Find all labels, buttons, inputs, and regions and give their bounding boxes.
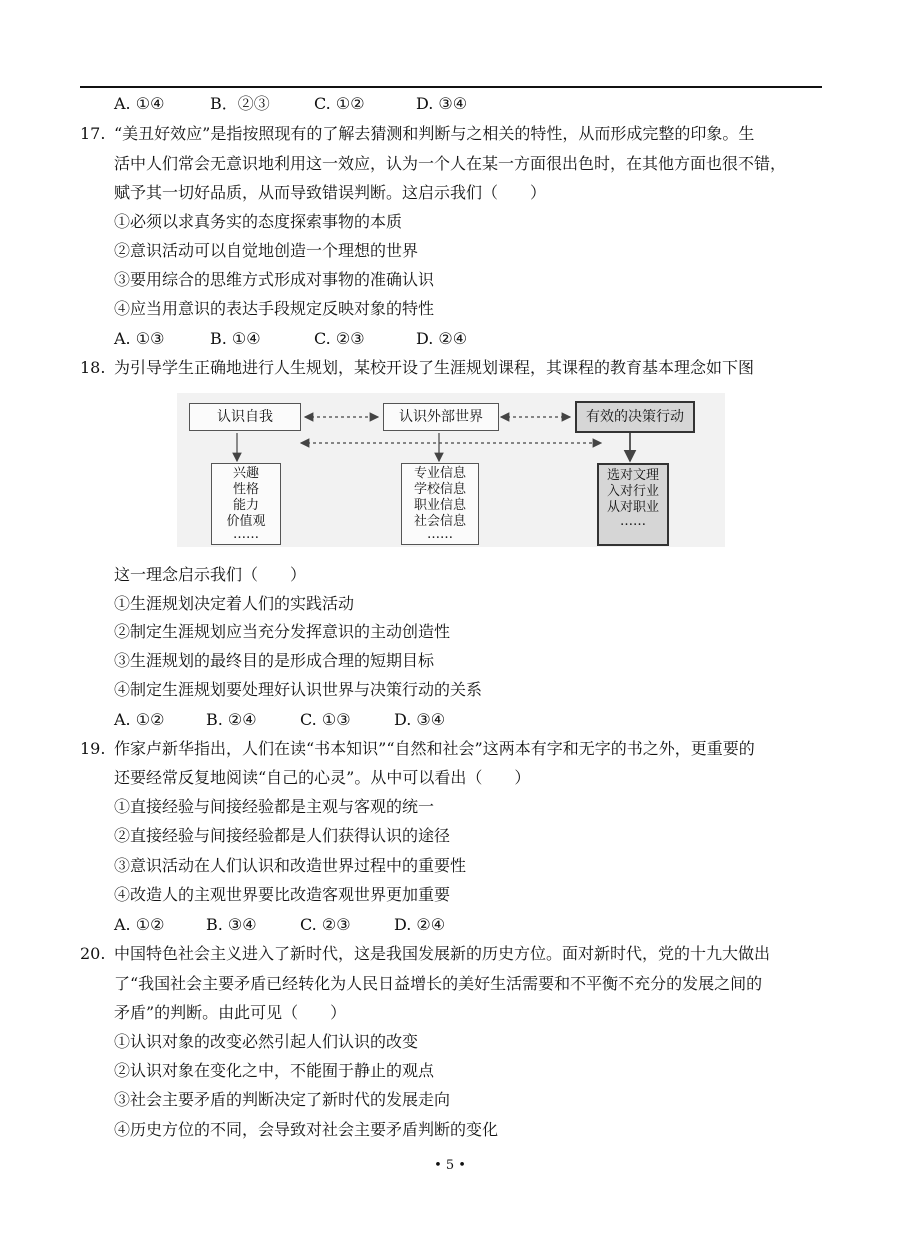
option-d[interactable]: D. ②④	[394, 915, 446, 934]
list-self-item: 兴趣	[232, 466, 259, 481]
question-19-stem-line: 还要经常反复地阅读“自己的心灵”。从中可以看出（ ）	[114, 768, 531, 787]
question-18-number: 18.	[80, 358, 106, 377]
question-18-stem: 为引导学生正确地进行人生规划，某校开设了生涯规划课程，其课程的教育基本理念如下图	[114, 358, 755, 377]
list-world-item: 专业信息	[413, 466, 466, 481]
list-self-item: 性格	[232, 482, 259, 497]
list-self	[211, 463, 281, 545]
question-19-number: 19.	[80, 739, 106, 758]
list-action-item: 入对行业	[606, 484, 659, 499]
question-18-item: ①生涯规划决定着人们的实践活动	[114, 594, 355, 613]
question-20-number: 20.	[80, 944, 106, 963]
box-know-world: 认识外部世界	[383, 403, 499, 431]
question-18-item: ③生涯规划的最终目的是形成合理的短期目标	[114, 651, 435, 670]
question-17-stem-line: “美丑好效应”是指按照现有的了解去猜测和判断与之相关的特性，从而形成完整的印象。生	[114, 124, 755, 143]
list-world-item: 职业信息	[413, 498, 466, 513]
list-action	[597, 463, 669, 546]
question-17-item: ③要用综合的思维方式形成对事物的准确认识	[114, 270, 435, 289]
question-20-item: ②认识对象在变化之中，不能囿于静止的观点	[114, 1061, 435, 1080]
question-19-item: ②直接经验与间接经验都是人们获得认识的途径	[114, 826, 451, 845]
question-17-stem-line: 赋予其一切好品质，从而导致错误判断。这启示我们（ ）	[114, 183, 547, 202]
list-world-item: 社会信息	[413, 514, 466, 529]
option-c[interactable]: C. ②③	[300, 915, 351, 934]
question-17-number: 17.	[80, 124, 106, 143]
list-action-item: 选对文理	[606, 468, 659, 483]
option-a[interactable]: A. ①②	[114, 915, 165, 934]
option-b[interactable]: B. ①④	[210, 329, 261, 348]
prev-options	[114, 94, 467, 114]
question-19-item: ③意识活动在人们认识和改造世界过程中的重要性	[114, 856, 467, 875]
option-c[interactable]: C. ①②	[314, 94, 365, 113]
question-19-options	[114, 915, 445, 935]
question-18-stem2: 这一理念启示我们（ ）	[114, 565, 307, 584]
question-17-item: ④应当用意识的表达手段规定反映对象的特性	[114, 299, 435, 318]
option-d[interactable]: D. ③④	[416, 94, 468, 113]
question-19-item: ①直接经验与间接经验都是主观与客观的统一	[114, 797, 435, 816]
list-action-item: 从对职业	[606, 500, 659, 515]
question-20-item: ③社会主要矛盾的判断决定了新时代的发展走向	[114, 1090, 451, 1109]
option-a[interactable]: A. ①②	[114, 710, 165, 729]
career-planning-diagram	[177, 393, 725, 547]
option-b[interactable]: B．②③	[210, 94, 270, 113]
page-number: • 5 •	[434, 1158, 466, 1173]
question-18-options	[114, 710, 445, 730]
list-world-item: ……	[427, 527, 453, 542]
question-19-stem-line: 作家卢新华指出，人们在读“书本知识”“自然和社会”这两本有字和无字的书之外，更重要的	[114, 739, 755, 758]
list-world-item: 学校信息	[413, 482, 466, 497]
option-a[interactable]: A. ①④	[114, 94, 165, 113]
question-20-stem-line: 中国特色社会主义进入了新时代，这是我国发展新的历史方位。面对新时代，党的十九大做出	[114, 944, 771, 963]
question-20-item: ①认识对象的改变必然引起人们认识的改变	[114, 1032, 419, 1051]
question-17-item: ①必须以求真务实的态度探索事物的本质	[114, 212, 403, 231]
option-b[interactable]: B. ②④	[206, 710, 257, 729]
question-19-item: ④改造人的主观世界要比改造客观世界更加重要	[114, 885, 451, 904]
list-world	[401, 463, 479, 545]
question-20-item: ④历史方位的不同，会导致对社会主要矛盾判断的变化	[114, 1120, 499, 1139]
question-20-stem-line: 了“我国社会主要矛盾已经转化为人民日益增长的美好生活需要和不平衡不充分的发展之间的	[114, 974, 763, 993]
list-self-item: 能力	[232, 498, 259, 513]
list-action-item: ……	[620, 514, 646, 529]
top-rule	[80, 86, 822, 88]
option-b[interactable]: B. ③④	[206, 915, 257, 934]
option-c[interactable]: C. ②③	[314, 329, 365, 348]
question-20-stem-line: 矛盾”的判断。由此可见（ ）	[114, 1003, 347, 1022]
option-d[interactable]: D. ②④	[416, 329, 468, 348]
question-18-item: ④制定生涯规划要处理好认识世界与决策行动的关系	[114, 680, 483, 699]
list-self-item: ……	[233, 527, 259, 542]
question-17-stem-line: 活中人们常会无意识地利用这一效应，认为一个人在某一方面很出色时，在其他方面也很不错，	[114, 154, 787, 173]
question-17-options	[114, 329, 467, 349]
box-know-self: 认识自我	[189, 403, 301, 431]
option-c[interactable]: C. ①③	[300, 710, 351, 729]
question-18-item: ②制定生涯规划应当充分发挥意识的主动创造性	[114, 622, 451, 641]
box-decision-action: 有效的决策行动	[575, 401, 695, 433]
question-17-item: ②意识活动可以自觉地创造一个理想的世界	[114, 241, 419, 260]
option-a[interactable]: A. ①③	[114, 329, 165, 348]
list-self-item: 价值观	[226, 514, 266, 529]
option-d[interactable]: D. ③④	[394, 710, 446, 729]
